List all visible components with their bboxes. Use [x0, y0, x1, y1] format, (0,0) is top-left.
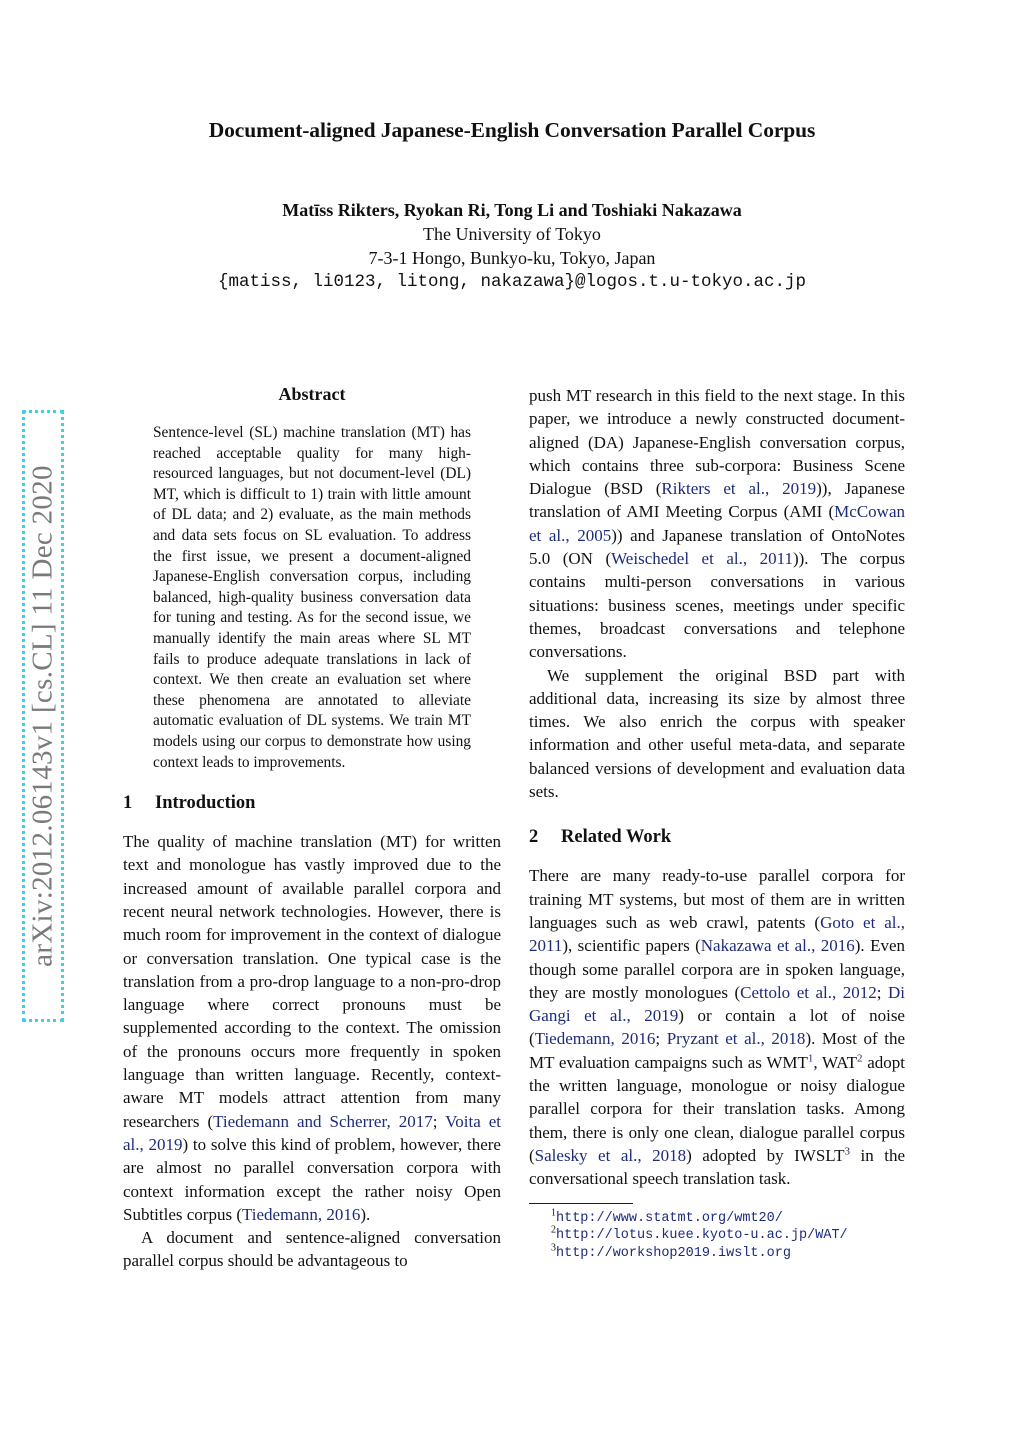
- footnote-url[interactable]: http://www.statmt.org/wmt20/: [556, 1210, 783, 1226]
- citation-link[interactable]: Cettolo et al., 2012: [740, 982, 877, 1002]
- citation-link[interactable]: Goto et al., 2011: [529, 912, 905, 956]
- section-title: Introduction: [155, 793, 256, 814]
- intro-paragraph-1: The quality of machine translation (MT) for written text and monologue has vastly improved due to the increased amount of available parallel corpora and recent neural network technologies. However, there is much room for improvement in the context of dialogue or conversation translation. One typical case is the translation from a pro-drop language to a non-pro-drop language where correct pronouns must be supplemented according to the context. The omission of the pronouns occurs more frequently in spoken language than written language. Recently, context-aware MT models attract attention from many researchers (Tiedemann and Scherrer, 2017; Voita et al., 2019) to solve this kind of problem, however, there are almost no parallel conversation corpora with context information except the rather noisy Open Subtitles corpus (Tiedemann, 2016).: [123, 832, 502, 1224]
- footnote-2[interactable]: $^2$http://lotus.kuee.kyoto-u.ac.jp/WAT/: [551, 1224, 848, 1243]
- address: 7-3-1 Hongo, Bunkyo-ku, Tokyo, Japan: [368, 248, 656, 268]
- citation-link[interactable]: McCowan et al., 2005: [529, 502, 905, 545]
- citation-link[interactable]: Tiedemann, 2016: [534, 1029, 656, 1049]
- section-heading-introduction: [123, 793, 501, 814]
- footnote-url[interactable]: http://lotus.kuee.kyoto-u.ac.jp/WAT/: [556, 1228, 848, 1243]
- citation-link[interactable]: Salesky et al., 2018: [534, 1145, 687, 1165]
- section-number: 1: [123, 793, 133, 814]
- related-paragraph-1: There are many ready-to-use parallel corpora for training MT systems, but most of them are in written languages such as web crawl, patents (Goto et al., 2011), scientific papers (Nakazawa et al., 2016). Even though some parallel corpora are in spoken language, they are mostly monologues (Cettolo et al., 2012; Di Gangi et al., 2019) or contain a lot of noise (Tiedemann, 2016; Pryzant et al., 2018). Most of the MT evaluation campaigns such as WMT$^1$, WAT$^2$ adopt the written language, monologue or noisy dialogue parallel corpora for their translation tasks. Among them, there is only one clean, dialogue parallel corpus (Salesky et al., 2018) adopted by IWSLT$^3$ in the conversational speech translation task.: [529, 866, 906, 1189]
- citation-link[interactable]: Voita et al., 2019: [123, 1111, 502, 1154]
- section-heading-related-work: [529, 827, 905, 848]
- author-emails: {matiss, li0123, litong, nakazawa}@logos.t.u-tokyo.ac.jp: [217, 272, 807, 292]
- arxiv-identifier: arXiv:2012.06143v1 [cs.CL] 11 Dec 2020: [26, 465, 59, 967]
- citation-link[interactable]: Nakazawa et al., 2016: [700, 936, 855, 956]
- citation-link[interactable]: Pryzant et al., 2018: [666, 1029, 806, 1049]
- footnote-marker[interactable]: 3: [844, 1145, 850, 1158]
- citation-link[interactable]: Di Gangi et al., 2019: [529, 982, 906, 1026]
- paper-title: Document-aligned Japanese-English Conversation Parallel Corpus: [208, 118, 816, 142]
- abstract-heading: Abstract: [278, 384, 346, 404]
- intro-paragraph-3: We supplement the original BSD part with additional data, increasing its size by almost three times. We also enrich the corpus with speaker information and other useful meta-data, and separate balanced versions of development and evaluation data sets.: [529, 665, 905, 802]
- footnote-marker[interactable]: 1: [807, 1052, 814, 1065]
- section-number: 2: [529, 827, 539, 848]
- footnote-marker[interactable]: 2: [856, 1052, 863, 1065]
- footnote-1[interactable]: $^1$http://www.statmt.org/wmt20/: [551, 1207, 783, 1226]
- citation-link[interactable]: Weischedel et al., 2011: [611, 549, 793, 569]
- footnote-divider: [529, 1203, 633, 1204]
- section-title: Related Work: [561, 827, 672, 848]
- arxiv-stamp[interactable]: [22, 410, 64, 1022]
- citation-link[interactable]: Tiedemann and Scherrer, 2017: [213, 1111, 433, 1131]
- left-column: [123, 380, 501, 1273]
- abstract-text: Sentence-level (SL) machine translation (MT) has reached acceptable quality for many high-resourced languages, but not document-level (DL) MT, which is difficult to 1) train with little amount of DL data; and 2) evaluate, as the main methods and data sets focus on SL evaluation. To address the first issue, we present a document-aligned Japanese-English conversation corpus, including balanced, high-quality business conversation data for tuning and testing. As for the second issue, we manually identify the main areas where SL MT fails to produce adequate translations in lack of context. We then create an evaluation set where these phenomena are annotated to alleviate automatic evaluation of DL systems. We train MT models using our corpus to demonstrate how using context leads to improvements.: [153, 424, 471, 771]
- footnote-3[interactable]: $^3$http://workshop2019.iwslt.org: [551, 1242, 791, 1261]
- author-block: [0, 198, 1024, 294]
- right-column: [529, 384, 905, 1262]
- footnote-url[interactable]: http://workshop2019.iwslt.org: [556, 1245, 791, 1261]
- citation-link[interactable]: Tiedemann, 2016: [242, 1204, 361, 1224]
- intro-paragraph-2-continued: push MT research in this field to the next stage. In this paper, we introduce a newly constructed document-aligned (DA) Japanese-English conversation corpus, which contains three sub-corpora: Business Scene Dialogue (BSD (Rikters et al., 2019)), Japanese translation of AMI Meeting Corpus (AMI (McCowan et al., 2005)) and Japanese translation of OntoNotes 5.0 (ON (Weischedel et al., 2011)). The corpus contains multi-person conversations in various situations: business scenes, meetings under specific themes, broadcast conversations and telephone conversations.: [529, 386, 905, 662]
- citation-link[interactable]: Rikters et al., 2019: [661, 479, 817, 499]
- author-names: Matīss Rikters, Ryokan Ri, Tong Li and Toshiaki Nakazawa: [282, 200, 742, 220]
- affiliation: The University of Tokyo: [423, 224, 601, 244]
- intro-paragraph-2: A document and sentence-aligned conversation parallel corpus should be advantageous to: [123, 1228, 501, 1271]
